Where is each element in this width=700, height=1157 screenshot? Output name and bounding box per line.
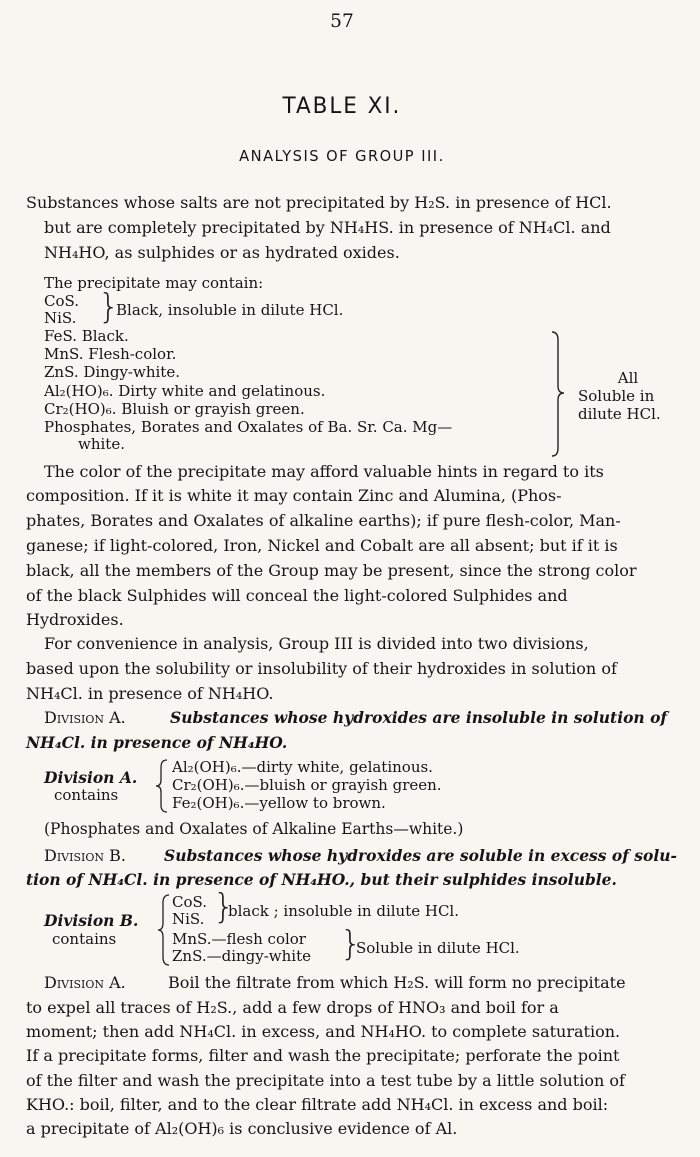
soluble-label-1: All	[617, 369, 639, 387]
brace-soluble	[548, 330, 572, 458]
intro-line-2: but are completely precipitated by NH₄HS. in presence of NH₄Cl. and	[44, 218, 611, 237]
precipitate-mns: MnS. Flesh-color.	[44, 345, 177, 363]
precipitate-phos-2: white.	[78, 435, 125, 453]
division-a-contains-1: Division A.	[44, 768, 138, 787]
division-b-text-2: tion of NH₄Cl. in presence of NH₄HO., but their sulphides insoluble.	[26, 870, 617, 889]
conv-para-line-2: based upon the solubility or insolubility of their hydroxides in solution of	[26, 659, 617, 678]
division-a-text-1: Substances whose hydroxides are insoluble in solution of	[170, 708, 668, 727]
color-para-line-4: ganese; if light-colored, Iron, Nickel and Cobalt are all absent; but if it is	[26, 536, 618, 555]
precipitate-al: Al₂(HO)₆. Dirty white and gelatinous.	[44, 382, 326, 400]
brace-division-a	[154, 758, 170, 814]
final-para-line-5: of the filter and wash the precipitate into a test tube by a little solution of	[26, 1071, 625, 1090]
division-a-label: Division A.	[44, 708, 126, 727]
division-b-contains-1: Division B.	[44, 911, 139, 930]
color-para-line-7: Hydroxides.	[26, 610, 124, 629]
color-para-line-1: The color of the precipitate may afford valuable hints in regard to its	[44, 462, 604, 481]
color-para-line-5: black, all the members of the Group may be present, since the strong color	[26, 561, 637, 580]
precipitate-zns: ZnS. Dingy-white.	[44, 363, 180, 381]
precipitate-cr: Cr₂(HO)₆. Bluish or grayish green.	[44, 400, 305, 418]
precipitate-nis: NiS.	[44, 309, 77, 327]
intro-line-3: NH₄HO, as sulphides or as hydrated oxides.	[44, 243, 400, 262]
division-a-note: (Phosphates and Oxalates of Alkaline Earths—white.)	[44, 820, 464, 838]
page-number: 57	[330, 10, 354, 32]
final-para-line-4: If a precipitate forms, filter and wash the precipitate; perforate the point	[26, 1046, 620, 1065]
precipitate-heading: The precipitate may contain:	[44, 274, 264, 292]
final-para-line-6: KHO.: boil, filter, and to the clear filtrate add NH₄Cl. in excess and boil:	[26, 1095, 609, 1114]
color-para-line-2: composition. If it is white it may contain Zinc and Alumina, (Phos-	[26, 486, 562, 505]
division-b-zns: ZnS.—dingy-white	[172, 947, 311, 965]
division-b-text-1: Substances whose hydroxides are soluble in excess of solu-	[164, 846, 677, 865]
precipitate-phos-1: Phosphates, Borates and Oxalates of Ba. Sr. Ca. Mg—	[44, 418, 453, 436]
color-para-line-6: of the black Sulphides will conceal the light-colored Sulphides and	[26, 586, 568, 605]
table-title: TABLE XI.	[282, 94, 402, 119]
division-b-soluble: Soluble in dilute HCl.	[356, 939, 520, 957]
intro-line-1: Substances whose salts are not precipitated by H₂S. in presence of HCl.	[26, 193, 612, 212]
division-a-item-1: Al₂(OH)₆.—dirty white, gelatinous.	[172, 758, 433, 776]
precipitate-fes: FeS. Black.	[44, 327, 129, 345]
precipitate-cos: CoS.	[44, 292, 80, 310]
division-b-black: black ; insoluble in dilute HCl.	[228, 902, 459, 920]
brace-cos-nis-b: }	[213, 887, 235, 927]
division-b-nis: NiS.	[172, 910, 205, 928]
brace-division-b	[156, 893, 172, 967]
table-subtitle: ANALYSIS OF GROUP III.	[239, 147, 445, 165]
division-b-label: Division B.	[44, 846, 126, 865]
division-a-text-2: NH₄Cl. in presence of NH₄HO.	[26, 733, 288, 752]
final-para-line-1: Boil the filtrate from which H₂S. will form no precipitate	[168, 973, 626, 992]
division-b-contains-2: contains	[52, 930, 117, 948]
soluble-label-3: dilute HCl.	[578, 405, 661, 423]
brace-cos-nis: }	[98, 287, 120, 327]
final-para-line-2: to expel all traces of H₂S., add a few drops of HNO₃ and boil for a	[26, 998, 559, 1017]
division-a-item-2: Cr₂(OH)₆.—bluish or grayish green.	[172, 776, 442, 794]
division-b-cos: CoS.	[172, 893, 208, 911]
precipitate-cos-nis-desc: Black, insoluble in dilute HCl.	[116, 301, 344, 319]
final-division-label: Division A.	[44, 973, 126, 992]
brace-soluble-b: }	[340, 924, 362, 964]
conv-para-line-1: For convenience in analysis, Group III is divided into two divisions,	[44, 634, 589, 653]
soluble-label-2: Soluble in	[578, 387, 655, 405]
division-a-item-3: Fe₂(OH)₆.—yellow to brown.	[172, 794, 386, 812]
division-a-contains-2: contains	[54, 786, 119, 804]
division-b-mns: MnS.—flesh color	[172, 930, 306, 948]
color-para-line-3: phates, Borates and Oxalates of alkaline earths); if pure flesh-color, Man-	[26, 511, 621, 530]
final-para-line-3: moment; then add NH₄Cl. in excess, and NH₄HO. to complete saturation.	[26, 1022, 621, 1041]
conv-para-line-3: NH₄Cl. in presence of NH₄HO.	[26, 684, 274, 703]
final-para-line-7: a precipitate of Al₂(OH)₆ is conclusive evidence of Al.	[26, 1119, 458, 1138]
